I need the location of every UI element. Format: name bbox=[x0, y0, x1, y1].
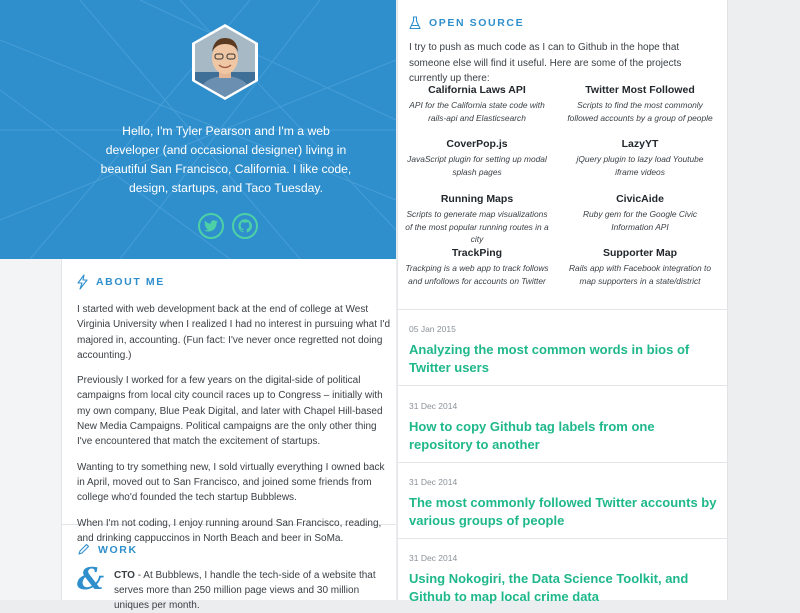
work-description bbox=[114, 568, 394, 613]
hero-banner bbox=[0, 0, 396, 259]
post-date: 05 Jan 2015 bbox=[409, 324, 456, 334]
post-title-link[interactable]: Analyzing the most common words in bios of Twitter users bbox=[409, 342, 690, 375]
work-role: CTO bbox=[114, 570, 135, 581]
project-description: Scripts to find the most commonly followed accounts by a group of people bbox=[567, 100, 713, 123]
project-item[interactable] bbox=[402, 83, 552, 124]
right-gutter bbox=[727, 0, 800, 600]
about-heading-label: ABOUT ME bbox=[96, 276, 165, 288]
work-heading bbox=[77, 543, 138, 556]
project-title[interactable]: CoverPop.js bbox=[446, 138, 508, 150]
project-item[interactable] bbox=[402, 137, 552, 178]
work-heading-label: WORK bbox=[98, 543, 138, 556]
post-title-link[interactable]: The most commonly followed Twitter accounts by various groups of people bbox=[409, 495, 717, 528]
project-title[interactable]: Running Maps bbox=[440, 193, 514, 205]
open-source-heading bbox=[409, 16, 524, 30]
about-section bbox=[62, 259, 396, 544]
github-link[interactable] bbox=[232, 213, 258, 239]
work-detail: - At Bubblews, I handle the tech-side of a website that serves more than 250 million page views and 30 million uniques per month. bbox=[114, 570, 376, 611]
ampersand-logo: & bbox=[77, 562, 105, 597]
project-title[interactable]: Supporter Map bbox=[602, 247, 678, 259]
project-title[interactable]: TrackPing bbox=[451, 247, 503, 259]
left-gutter bbox=[0, 259, 62, 600]
project-title[interactable]: Twitter Most Followed bbox=[585, 84, 695, 96]
project-item[interactable] bbox=[565, 83, 715, 124]
right-content bbox=[397, 0, 727, 604]
divider bbox=[397, 538, 727, 539]
about-paragraph: I started with web development back at the end of college at West Virginia University when I realized I had no interest in pursuing what I'd majored in, accounting. (Fun fact: I've never once regretted not doing accounting.) bbox=[77, 304, 391, 361]
project-description: Rails app with Facebook integration to map supporters in a state/district bbox=[569, 263, 711, 286]
project-item[interactable] bbox=[402, 192, 552, 246]
about-paragraph: When I'm not coding, I enjoy running around San Francisco, reading, and drinking cappuccinos in North Beach and beer in SoMa. bbox=[77, 517, 382, 544]
project-description: jQuery plugin to lazy load Youtube iframe videos bbox=[576, 154, 704, 177]
project-item[interactable] bbox=[565, 137, 715, 178]
project-item[interactable] bbox=[565, 246, 715, 287]
divider bbox=[397, 462, 727, 463]
flask-icon bbox=[409, 16, 421, 30]
blog-post bbox=[409, 553, 719, 605]
project-title[interactable]: California Laws API bbox=[428, 84, 526, 96]
project-title[interactable]: LazyYT bbox=[621, 138, 659, 150]
project-description: Scripts to generate map visualizations of the most popular running routes in a city bbox=[405, 209, 549, 244]
divider bbox=[397, 309, 727, 310]
about-paragraph: Wanting to try something new, I sold virtually everything I owned back in April, moved out to San Francisco, and joined some friends from college who'd founded the tech startup Bubblews. bbox=[77, 461, 385, 504]
open-source-intro: I try to push as much code as I can to Github in the hope that someone else will find it useful. Here are some of the projects currently up there: bbox=[409, 42, 682, 84]
post-title-link[interactable]: Using Nokogiri, the Data Science Toolkit, and Github to map local crime data bbox=[409, 571, 689, 604]
open-source-heading-label: OPEN SOURCE bbox=[429, 17, 525, 29]
project-description: API for the California state code with rails-api and Elasticsearch bbox=[409, 100, 545, 123]
post-title-link[interactable]: How to copy Github tag labels from one repository to another bbox=[409, 419, 655, 452]
blog-post bbox=[409, 401, 719, 453]
blog-post bbox=[409, 324, 719, 376]
bolt-icon bbox=[77, 275, 88, 289]
post-date: 31 Dec 2014 bbox=[409, 477, 458, 487]
hero-intro: Hello, I'm Tyler Pearson and I'm a web developer (and occasional designer) living in beautiful San Francisco, California. I like code, design, startups, and Taco Tuesday. bbox=[100, 124, 352, 195]
about-paragraph: Previously I worked for a few years on the digital-side of political campaigns from local city council races up to Congress – initially with my own company, Blue Peak Digital, and later with Chapel Hill-based New Media Campaigns. Political campaigns are the only other thing I've encountered that match the excitement of startups. bbox=[77, 375, 383, 448]
post-date: 31 Dec 2014 bbox=[409, 401, 458, 411]
about-heading bbox=[77, 275, 165, 289]
github-icon bbox=[238, 219, 252, 233]
project-description: Ruby gem for the Google Civic Information API bbox=[582, 209, 698, 232]
project-description: Trackping is a web app to track follows and unfollows for accounts on Twitter bbox=[405, 263, 549, 286]
about-body bbox=[77, 302, 392, 556]
project-item[interactable] bbox=[565, 192, 715, 233]
post-date: 31 Dec 2014 bbox=[409, 553, 458, 563]
avatar bbox=[191, 24, 259, 100]
pencil-icon bbox=[77, 543, 90, 556]
twitter-icon bbox=[204, 220, 218, 232]
project-title[interactable]: CivicAide bbox=[616, 193, 664, 205]
project-description: JavaScript plugin for setting up modal splash pages bbox=[407, 154, 547, 177]
blog-post bbox=[409, 477, 719, 529]
project-item[interactable] bbox=[402, 246, 552, 287]
divider bbox=[397, 385, 727, 386]
twitter-link[interactable] bbox=[198, 213, 224, 239]
